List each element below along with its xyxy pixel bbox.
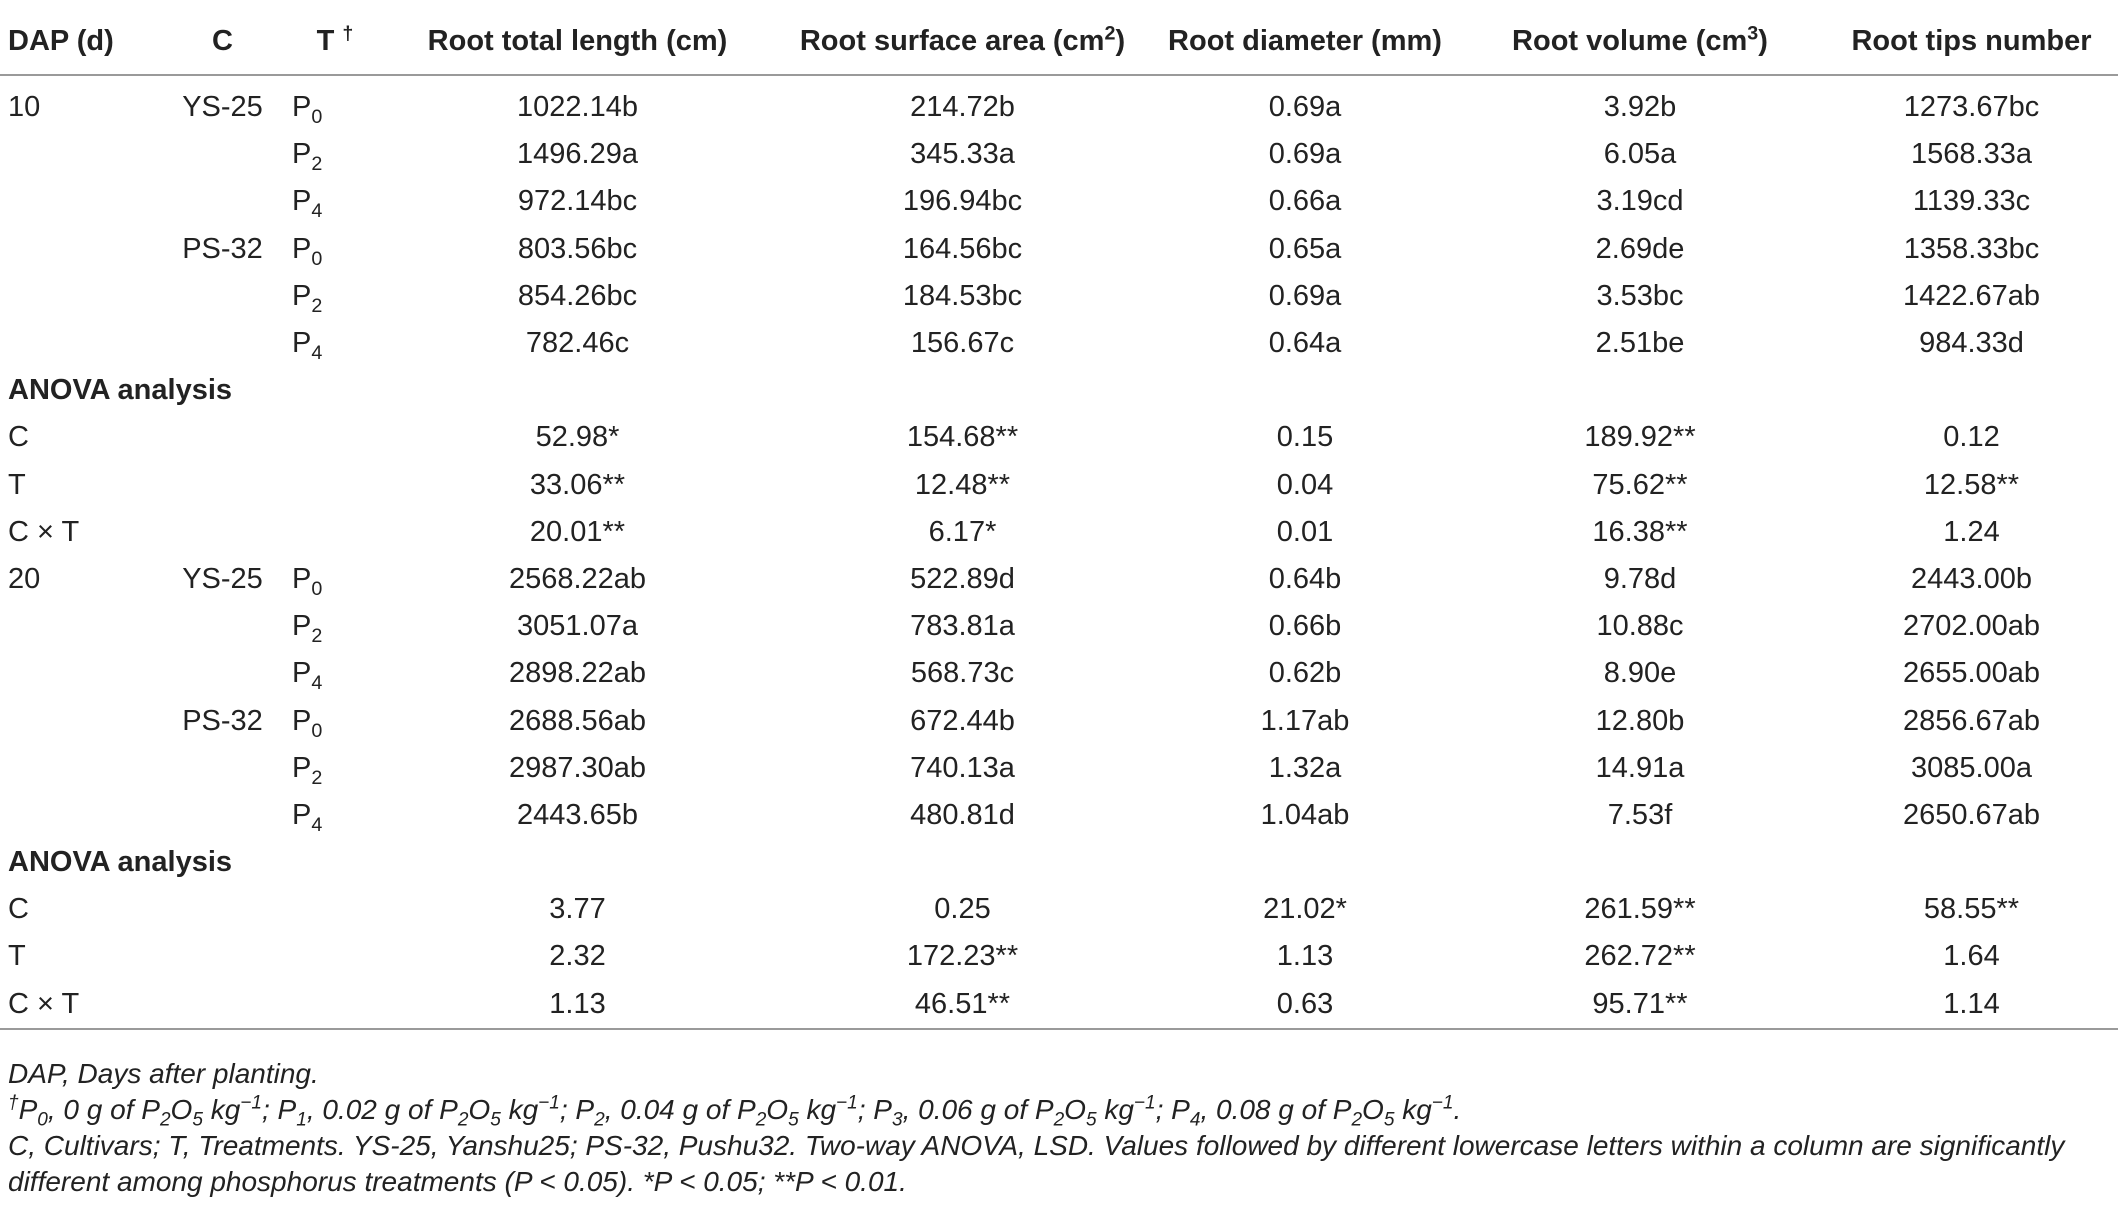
value-cell-diameter: 0.62b xyxy=(1268,657,1342,690)
value-cell-length: 1496.29a xyxy=(517,138,638,171)
value-cell-area: 568.73c xyxy=(910,657,1015,690)
anova-value-volume: 262.72** xyxy=(1584,940,1696,973)
value-cell-area: 522.89d xyxy=(910,562,1015,595)
cultivar-cell xyxy=(160,603,285,650)
table-row xyxy=(0,745,2118,792)
anova-label: T xyxy=(8,468,26,501)
dap-cell xyxy=(0,745,160,792)
dap-cell xyxy=(0,792,160,839)
table-row xyxy=(0,792,2118,839)
value-cell-tips: 984.33d xyxy=(1919,327,2024,360)
header-treatment: T † xyxy=(285,8,385,75)
anova-value-tips: 1.24 xyxy=(1943,515,2000,548)
value-cell-diameter: 0.65a xyxy=(1268,232,1342,265)
value-cell-diameter: 0.64a xyxy=(1268,327,1342,360)
table-row xyxy=(0,75,2118,131)
cultivar-cell xyxy=(160,178,285,225)
anova-value-length: 52.98* xyxy=(535,421,620,454)
footnote-notes-2: different among phosphorus treatments (P < 0.05). *P < 0.05; **P < 0.01. xyxy=(8,1166,907,1197)
table-row xyxy=(0,273,2118,320)
value-cell-volume: 2.51be xyxy=(1595,327,1685,360)
anova-value-tips: 1.64 xyxy=(1943,940,2000,973)
anova-row xyxy=(0,462,2118,509)
footnote-dagger: † xyxy=(8,1092,19,1114)
value-cell-length: 2987.30ab xyxy=(508,751,647,784)
value-cell-tips: 3085.00a xyxy=(1911,751,2032,784)
cultivar-cell xyxy=(160,650,285,697)
value-cell-tips: 2650.67ab xyxy=(1902,798,2041,831)
anova-row xyxy=(0,981,2118,1029)
value-cell-length: 854.26bc xyxy=(517,279,638,312)
treatment-cell: $P_0$ xyxy=(292,232,323,270)
anova-value-diameter: 0.04 xyxy=(1276,468,1334,501)
dap-cell: 20 xyxy=(8,562,41,595)
anova-label: C × T xyxy=(8,515,80,548)
treatment-cell: $P_0$ xyxy=(292,704,323,742)
table-row xyxy=(0,603,2118,650)
value-cell-area: 196.94bc xyxy=(902,185,1023,218)
value-cell-tips: 1422.67ab xyxy=(1902,279,2041,312)
dagger-mark: † xyxy=(342,21,354,44)
value-cell-tips: 2702.00ab xyxy=(1902,610,2041,643)
value-cell-length: 2568.22ab xyxy=(508,562,647,595)
value-cell-tips: 1273.67bc xyxy=(1903,91,2040,124)
table-footnotes xyxy=(8,1056,2120,1200)
value-cell-diameter: 1.17ab xyxy=(1260,704,1350,737)
value-cell-tips: 2655.00ab xyxy=(1902,657,2041,690)
value-cell-volume: 2.69de xyxy=(1595,232,1685,265)
anova-label: C xyxy=(8,421,29,454)
treatment-cell: $P_2$ xyxy=(292,138,323,176)
table-row xyxy=(0,178,2118,225)
cultivar-cell: PS-32 xyxy=(182,232,263,265)
value-cell-diameter: 0.66b xyxy=(1268,610,1342,643)
anova-value-length: 33.06** xyxy=(529,468,626,501)
cultivar-cell: PS-32 xyxy=(182,704,263,737)
anova-value-area: 172.23** xyxy=(906,940,1019,973)
value-cell-area: 740.13a xyxy=(910,751,1015,784)
footnote-treatment-item: $P_0$, 0 g of $P_2O_5$ $kg^{-1}$; xyxy=(18,1092,278,1131)
value-cell-area: 156.67c xyxy=(910,327,1015,360)
footnote-treatments xyxy=(8,1092,2120,1131)
value-cell-area: 672.44b xyxy=(910,704,1015,737)
value-cell-volume: 3.92b xyxy=(1603,91,1677,124)
dap-cell: 10 xyxy=(8,91,41,124)
value-cell-tips: 2856.67ab xyxy=(1902,704,2041,737)
dap-cell xyxy=(0,697,160,744)
value-cell-length: 3051.07a xyxy=(517,610,638,643)
header-dap: DAP (d) xyxy=(0,8,160,75)
value-cell-length: 2688.56ab xyxy=(508,704,647,737)
dap-cell xyxy=(0,226,160,273)
dap-cell xyxy=(0,273,160,320)
value-cell-volume: 9.78d xyxy=(1603,562,1677,595)
anova-value-diameter: 0.01 xyxy=(1276,515,1334,548)
anova-value-length: 3.77 xyxy=(549,893,606,926)
value-cell-diameter: 0.69a xyxy=(1268,138,1342,171)
dap-cell xyxy=(0,178,160,225)
value-cell-area: 164.56bc xyxy=(902,232,1023,265)
anova-title: ANOVA analysis xyxy=(8,374,233,407)
cultivar-cell xyxy=(160,273,285,320)
value-cell-volume: 6.05a xyxy=(1603,138,1677,171)
footnote-dap: DAP, Days after planting. xyxy=(8,1058,319,1089)
anova-value-tips: 1.14 xyxy=(1825,981,2118,1029)
root-traits-table xyxy=(0,8,2118,1030)
anova-value-diameter: 0.15 xyxy=(1276,421,1334,454)
value-cell-diameter: 1.04ab xyxy=(1260,798,1350,831)
table-body xyxy=(0,75,2118,1029)
anova-value-tips: 0.12 xyxy=(1943,421,2000,454)
treatment-cell: $P_2$ xyxy=(292,279,323,317)
value-cell-tips: 1568.33a xyxy=(1911,138,2032,171)
value-cell-diameter: 1.32a xyxy=(1268,751,1342,784)
dap-cell xyxy=(0,603,160,650)
treatment-cell: $P_4$ xyxy=(292,657,323,695)
header-root-length: Root total length (cm) xyxy=(385,8,770,75)
anova-value-volume: 261.59** xyxy=(1584,893,1696,926)
anova-value-volume: 189.92** xyxy=(1584,421,1696,454)
anova-value-length: 2.32 xyxy=(549,940,606,973)
table-row xyxy=(0,650,2118,697)
value-cell-length: 1022.14b xyxy=(517,91,638,124)
cultivar-cell: YS-25 xyxy=(182,562,263,595)
value-cell-area: 214.72b xyxy=(910,91,1015,124)
value-cell-volume: 8.90e xyxy=(1603,657,1677,690)
anova-value-volume: 75.62** xyxy=(1592,468,1688,501)
anova-value-diameter: 1.13 xyxy=(1276,940,1334,973)
treatment-cell: $P_4$ xyxy=(292,185,323,223)
anova-value-area: 12.48** xyxy=(914,468,1011,501)
dap-cell xyxy=(0,131,160,178)
header-root-tips: Root tips number xyxy=(1825,8,2118,75)
header-cultivar: C xyxy=(160,8,285,75)
value-cell-diameter: 0.66a xyxy=(1268,185,1342,218)
header-root-volume: Root volume $(cm^3)$ xyxy=(1455,8,1825,75)
treatment-cell: $P_0$ xyxy=(292,91,323,128)
anova-value-area: 46.51** xyxy=(770,981,1155,1029)
dap-cell xyxy=(0,320,160,367)
cultivar-cell xyxy=(160,320,285,367)
footnote-treatment-item: $P_4$, 0.08 g of $P_2O_5$ $kg^{-1}$. xyxy=(1171,1092,1462,1131)
anova-value-area: 0.25 xyxy=(934,893,991,926)
value-cell-volume: 14.91a xyxy=(1595,751,1685,784)
anova-value-tips: 58.55** xyxy=(1923,893,2020,926)
anova-label: C xyxy=(8,893,29,926)
value-cell-volume: 7.53f xyxy=(1607,798,1673,831)
anova-value-tips: 12.58** xyxy=(1923,468,2020,501)
footnote-treatment-item: $P_2$, 0.04 g of $P_2O_5$ $kg^{-1}$; xyxy=(575,1092,874,1131)
anova-value-diameter: 0.63 xyxy=(1155,981,1455,1029)
value-cell-length: 972.14bc xyxy=(517,185,638,218)
treatment-cell: $P_4$ xyxy=(292,327,323,364)
anova-label: C × T xyxy=(0,981,385,1029)
header-row xyxy=(0,8,2118,75)
value-cell-area: 184.53bc xyxy=(902,279,1023,312)
value-cell-area: 480.81d xyxy=(910,798,1015,831)
anova-title: ANOVA analysis xyxy=(8,846,233,879)
anova-value-volume: 16.38** xyxy=(1592,515,1688,548)
table-row xyxy=(0,226,2118,273)
footnote-treatment-item: $P_1$, 0.02 g of $P_2O_5$ $kg^{-1}$; xyxy=(277,1092,576,1131)
anova-section-row xyxy=(0,839,2118,886)
value-cell-area: 345.33a xyxy=(910,138,1015,171)
anova-row xyxy=(0,509,2118,556)
anova-row xyxy=(0,933,2118,980)
value-cell-volume: 12.80b xyxy=(1595,704,1685,737)
anova-section-row xyxy=(0,367,2118,414)
cultivar-cell xyxy=(160,131,285,178)
cultivar-cell xyxy=(160,792,285,839)
header-root-area: Root surface area $(cm^2)$ xyxy=(770,8,1155,75)
cultivar-cell xyxy=(160,745,285,792)
table-row xyxy=(0,556,2118,603)
value-cell-diameter: 0.69a xyxy=(1268,91,1342,124)
value-cell-volume: 3.19cd xyxy=(1596,185,1684,218)
value-cell-length: 803.56bc xyxy=(517,232,638,265)
dap-cell xyxy=(0,650,160,697)
value-cell-length: 782.46c xyxy=(525,327,630,360)
anova-row xyxy=(0,886,2118,933)
cultivar-cell: YS-25 xyxy=(182,91,263,124)
value-cell-volume: 10.88c xyxy=(1596,610,1684,643)
anova-row xyxy=(0,414,2118,461)
anova-value-area: 6.17* xyxy=(928,515,997,548)
anova-value-diameter: 21.02* xyxy=(1263,893,1347,926)
value-cell-diameter: 0.64b xyxy=(1268,562,1342,595)
footnote-notes-1: C, Cultivars; T, Treatments. YS-25, Yanshu25; PS-32, Pushu32. Two-way ANOVA, LSD. Values followed by different lowercase letters within a column are significantly xyxy=(8,1130,2065,1161)
anova-label: T xyxy=(8,940,26,973)
header-root-diameter: Root diameter (mm) xyxy=(1155,8,1455,75)
treatment-cell: $P_0$ xyxy=(292,562,323,600)
anova-value-volume: 95.71** xyxy=(1455,981,1825,1029)
table-row xyxy=(0,697,2118,744)
footnote-treatment-item: $P_3$, 0.06 g of $P_2O_5$ $kg^{-1}$; xyxy=(873,1092,1172,1131)
treatment-cell: $P_2$ xyxy=(292,610,323,647)
anova-value-length: 20.01** xyxy=(529,515,626,548)
anova-value-area: 154.68** xyxy=(906,421,1019,454)
value-cell-tips: 1358.33bc xyxy=(1903,232,2040,265)
value-cell-length: 2443.65b xyxy=(517,798,638,831)
value-cell-tips: 1139.33c xyxy=(1912,185,2031,218)
table-row xyxy=(0,320,2118,367)
value-cell-tips: 2443.00b xyxy=(1911,562,2032,595)
value-cell-length: 2898.22ab xyxy=(508,657,647,690)
treatment-cell: $P_2$ xyxy=(292,751,323,789)
anova-value-length: 1.13 xyxy=(385,981,770,1029)
value-cell-diameter: 0.69a xyxy=(1268,279,1342,312)
table-row xyxy=(0,131,2118,178)
value-cell-volume: 3.53bc xyxy=(1596,279,1684,312)
treatment-cell: $P_4$ xyxy=(292,798,323,836)
value-cell-area: 783.81a xyxy=(910,610,1015,643)
